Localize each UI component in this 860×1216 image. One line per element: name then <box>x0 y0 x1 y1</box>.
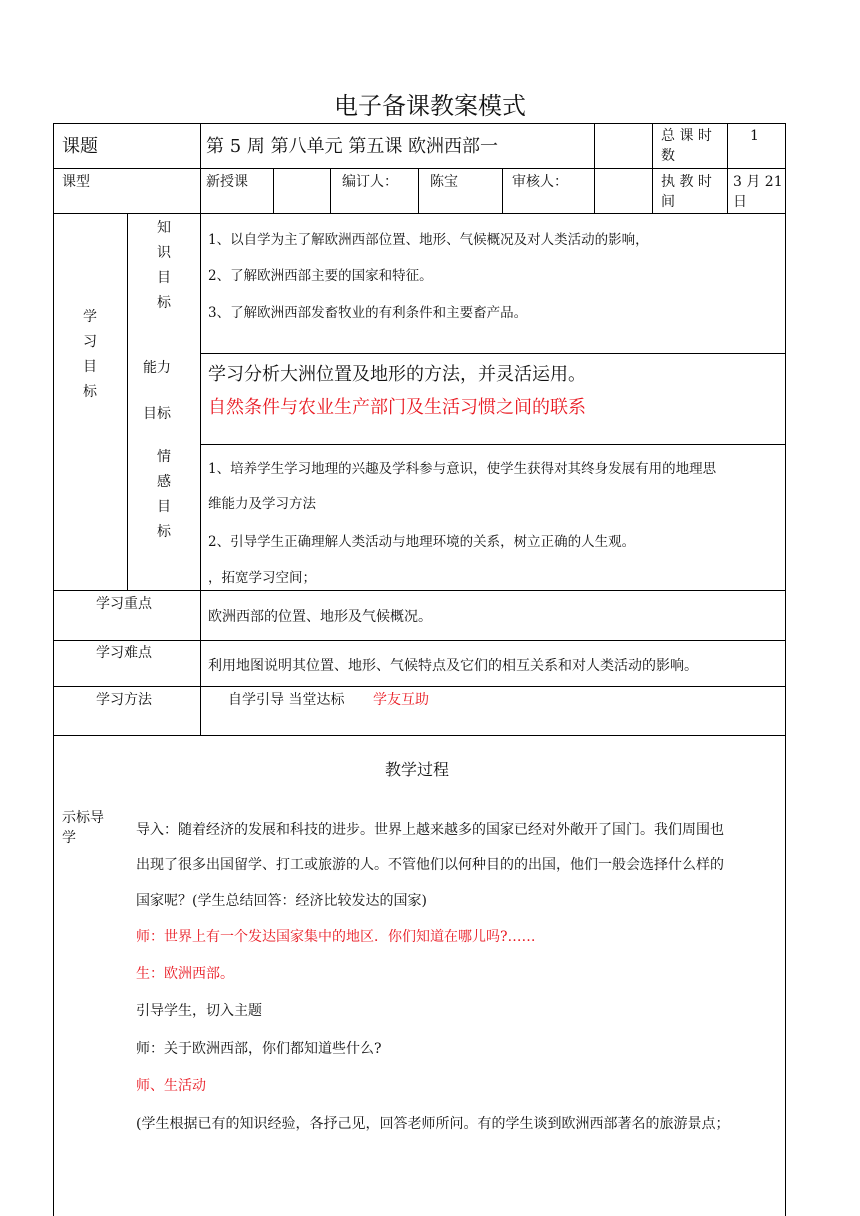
process-line-2: 出现了很多出国留学、打工或旅游的人。不管他们以何种目的的出国，他们一般会选择什么样的 <box>136 857 724 873</box>
method-label: 学习方法 <box>96 692 152 708</box>
process-line-6: 引导学生，切入主题 <box>136 1003 262 1019</box>
process-line-7: 师：关于欧洲西部，你们都知道些什么? <box>136 1041 382 1057</box>
topic-label: 课题 <box>62 136 98 157</box>
reviewer-label: 审核人： <box>512 174 568 190</box>
exec-time-label-2: 间 <box>661 194 675 210</box>
editor-label: 编订人： <box>342 174 398 190</box>
difficulty-value: 利用地图说明其位置、地形、气候特点及它们的相互关系和对人类活动的影响。 <box>208 658 698 674</box>
process-side-label: 示标导 <box>62 810 104 826</box>
total-hours-label-2: 数 <box>661 148 675 164</box>
exec-time-value: 3 月 21 <box>733 174 783 190</box>
process-line-3: 国家呢？(学生总结回答：经济比较发达的国家) <box>136 893 427 909</box>
knowledge-item-1: 1、以自学为主了解欧洲西部位置、地形、气候概况及对人类活动的影响， <box>208 232 649 248</box>
knowledge-item-3: 3、了解欧洲西部发畜牧业的有利条件和主要畜产品。 <box>208 305 528 321</box>
emotion-item-4: ，拓宽学习空间； <box>208 570 316 586</box>
editor-value: 陈宝 <box>430 174 458 190</box>
process-line-4: 师：世界上有一个发达国家集中的地区．你们知道在哪儿吗?…… <box>136 929 536 945</box>
knowledge-label: 知 识 目 标 <box>157 220 171 311</box>
process-side-label-2: 学 <box>62 830 76 846</box>
type-value: 新授课 <box>206 174 248 190</box>
method-value: 自学引导 当堂达标 <box>228 692 345 708</box>
process-line-9: (学生根据已有的知识经验，各抒己见，回答老师所问。有的学生谈到欧洲西部著名的旅游景点； <box>136 1116 730 1132</box>
total-hours-value: 1 <box>750 128 759 144</box>
ability-item-1: 学习分析大洲位置及地形的方法，并灵活运用。 <box>208 364 586 385</box>
ability-label-2: 目标 <box>143 406 171 422</box>
process-line-1: 导入：随着经济的发展和科技的进步。世界上越来越多的国家已经对外敞开了国门。我们周围也 <box>136 822 724 838</box>
emotion-item-1: 1、培养学生学习地理的兴趣及学科参与意识，使学生获得对其终身发展有用的地理思 <box>208 461 717 477</box>
emotion-item-3: 2、引导学生正确理解人类活动与地理环境的关系，树立正确的人生观。 <box>208 534 636 550</box>
ability-label: 能力 <box>143 360 171 376</box>
type-label: 课型 <box>62 174 90 190</box>
key-point-value: 欧洲西部的位置、地形及气候概况。 <box>208 609 432 625</box>
emotion-label: 情 感 目 标 <box>157 449 171 540</box>
difficulty-label: 学习难点 <box>96 645 152 661</box>
ability-item-2: 自然条件与农业生产部门及生活习惯之间的联系 <box>208 397 586 418</box>
key-point-label: 学习重点 <box>96 596 152 612</box>
process-heading: 教学过程 <box>385 760 450 779</box>
emotion-item-2: 维能力及学习方法 <box>208 496 316 512</box>
objectives-label: 学 习 目 标 <box>83 309 97 400</box>
exec-time-value-2: 日 <box>733 194 747 210</box>
process-line-8: 师、生活动 <box>136 1078 206 1094</box>
knowledge-item-2: 2、了解欧洲西部主要的国家和特征。 <box>208 268 433 284</box>
exec-time-label: 执 教 时 <box>661 174 712 190</box>
document-title: 电子备课教案模式 <box>334 92 526 120</box>
total-hours-label: 总 课 时 <box>661 128 712 144</box>
topic-value: 第 5 周 第八单元 第五课 欧洲西部一 <box>206 136 499 157</box>
method-value-highlight: 学友互助 <box>373 692 429 708</box>
process-line-5: 生：欧洲西部。 <box>136 966 234 982</box>
